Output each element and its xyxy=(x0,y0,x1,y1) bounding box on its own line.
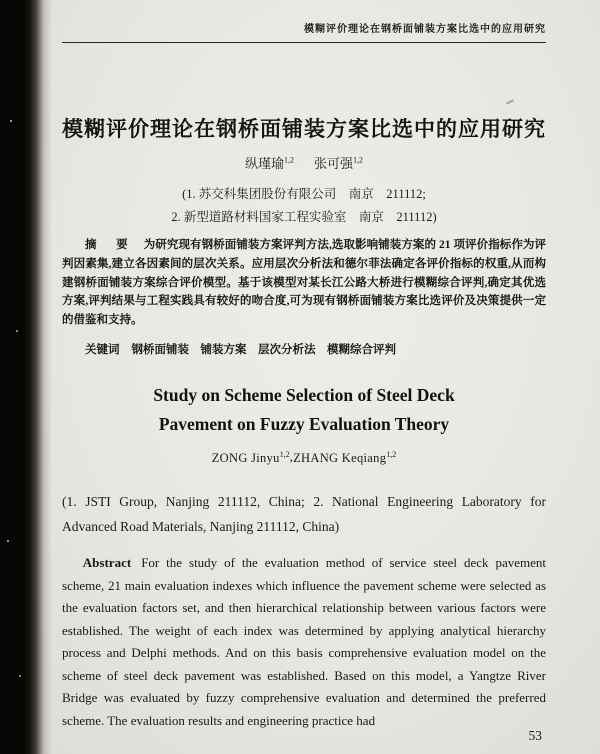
author-cn xyxy=(314,156,363,171)
author-name: 张可强 xyxy=(314,156,354,172)
abstract-label-cn: 摘 要 xyxy=(85,239,132,252)
running-header-title: 模糊评价理论在钢桥面铺装方案比选中的应用研究 xyxy=(304,24,546,35)
keywords-text-cn: 钢桥面铺装 铺装方案 层次分析法 模糊综合评判 xyxy=(131,343,396,356)
author-affiliation-sup: 1,2 xyxy=(279,449,290,459)
paper-title-cn: 模糊评价理论在钢桥面铺装方案比选中的应用研究 xyxy=(62,117,546,141)
scan-speck xyxy=(10,120,12,122)
affiliations-en: (1. JSTI Group, Nanjing 211112, China; 2. National Engineering Laboratory for Advanced Road Materials, Nanjing 211112, China) xyxy=(62,493,546,534)
abstract-en xyxy=(62,552,546,732)
author-name: ZHANG Keqiang xyxy=(293,450,387,465)
affiliations-cn xyxy=(62,183,546,228)
author-en xyxy=(212,451,290,465)
abstract-label-en: Abstract xyxy=(82,555,132,571)
keywords-cn xyxy=(62,341,546,360)
affiliation-line: (1. 苏交科集团股份有限公司 南京 211112; xyxy=(182,187,426,202)
author-name: ZONG Jinyu xyxy=(211,450,280,465)
authors-separator: , xyxy=(289,450,294,465)
author-name: 纵瑾瑜 xyxy=(244,156,284,172)
page-number: 53 xyxy=(528,728,542,743)
abstract-text-cn: 为研究现有钢桥面铺装方案评判方法,选取影响铺装方案的 21 项评价指标作为评判因素集,建立各因素间的层次关系。应用层次分析法和德尔菲法确定各评价指标的权重,从而构建钢桥面铺装方案综合评价模型。基于该模型对某长江公路大桥进行模糊综合评判,确定其优选方案,评判结果与工程实践具有较好的吻合度,可为现有钢桥面铺装方案比选评价及决策提供一定的借鉴和支持。 xyxy=(62,239,547,326)
running-header xyxy=(62,0,546,36)
affiliation-line: 2. 新型道路材料国家工程实验室 南京 211112) xyxy=(171,209,437,224)
author-en xyxy=(293,451,396,465)
author-cn xyxy=(245,156,294,171)
keywords-label-cn: 关键词 xyxy=(85,343,120,356)
header-rule xyxy=(62,42,546,43)
scan-edge-shadow xyxy=(0,0,52,754)
paper-title-en xyxy=(62,381,546,439)
authors-cn xyxy=(62,152,546,173)
author-affiliation-sup: 1,2 xyxy=(386,449,397,459)
abstract-text-en: For the study of the evaluation method of service steel deck pavement scheme, 21 main evaluation indexes which influence the pavement scheme were selected as the evaluation factors set, and then hierarchical relationship between various factors were established. The weight of each index was determined by applying analytical hierarchy process and Delphi methods. And on this basis comprehensive evaluation model on the scheme of steel deck pavement was established. Based on this model, a Yangtze River Bridge was evaluated by fuzzy comprehensive evaluation and determined the preferred scheme. The evaluation results and engineering practice had xyxy=(62,555,546,728)
authors-en xyxy=(62,445,546,466)
author-affiliation-sup: 1,2 xyxy=(353,156,364,165)
abstract-cn xyxy=(62,236,546,329)
author-affiliation-sup: 1,2 xyxy=(284,156,294,165)
paper-title-en-line1: Study on Scheme Selection of Steel Deck xyxy=(153,385,455,406)
page-content xyxy=(62,0,546,745)
paper-title-en-line2: Pavement on Fuzzy Evaluation Theory xyxy=(158,414,450,435)
